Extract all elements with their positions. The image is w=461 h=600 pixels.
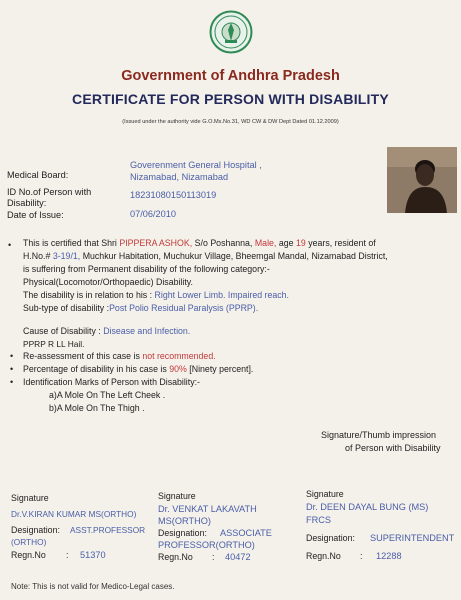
house-number: 3-19/1, — [52, 251, 81, 261]
issued-note: (Issued under the authority vide G.O.Ms.No.31, WD CW & DW Dept Dated 01.12.2009) — [122, 119, 339, 125]
bullet-marker: • — [10, 377, 14, 387]
identification-mark-a: a)A Mole On The Left Cheek . — [49, 390, 166, 400]
percentage-value: 90% — [169, 364, 187, 374]
signatory-name: Dr.V.KIRAN KUMAR MS(ORTHO) — [11, 509, 137, 519]
regn-label: Regn.No — [158, 552, 193, 562]
signatory-qualification: MS(ORTHO) — [158, 516, 211, 526]
thumb-impression-line2: of Person with Disability — [345, 443, 441, 453]
cause-line: Cause of Disability : Disease and Infection. — [23, 326, 191, 336]
bullet-marker: • — [10, 364, 14, 374]
identification-marks-label: Identification Marks of Person with Disability:- — [23, 377, 200, 387]
date-label: Date of Issue: — [7, 210, 64, 220]
relation-line: The disability is in relation to his : Right Lower Limb. Impaired reach. — [23, 290, 290, 300]
designation-value: ASST.PROFESSOR — [70, 525, 146, 535]
cause-detail: PPRP R LL Hail. — [23, 339, 85, 349]
regn-separator: : — [66, 550, 69, 560]
date-value: 07/06/2010 — [130, 209, 176, 219]
subtype-line: Sub-type of disability :Post Polio Residual Paralysis (PPRP). — [23, 303, 259, 313]
cause-value: Disease and Infection. — [103, 326, 191, 336]
regn-separator: : — [212, 552, 215, 562]
designation-value: SUPERINTENDENT — [370, 533, 455, 543]
statement-line2: H.No.# 3-19/1, Muchkur Habitation, Muchukur Village, Bheemgal Mandal, Nizamabad District, — [23, 251, 388, 261]
reassessment-line: Re-assessment of this case is not recommended. — [23, 351, 216, 361]
footer-note: Note: This is not valid for Medico-Legal cases. — [11, 582, 175, 591]
village: Muchukur — [163, 251, 203, 261]
designation-value-line2: PROFESSOR(ORTHO) — [158, 540, 255, 550]
signature-label: Signature — [158, 491, 196, 501]
regn-number: 51370 — [80, 550, 106, 560]
person-name: PIPPERA ASHOK, — [119, 238, 193, 248]
statement-line1: This is certified that Shri PIPPERA ASHOK, S/o Poshanna, Male, age 19 years, resident of — [23, 238, 376, 248]
org-title: Government of Andhra Pradesh — [121, 68, 340, 84]
id-value: 18231080150113019 — [130, 190, 217, 200]
statement-line3: is suffering from Permanent disability of the following category:- — [23, 264, 270, 274]
disability-type: Permanent — [87, 264, 131, 274]
thumb-impression-line1: Signature/Thumb impression — [321, 430, 437, 440]
age: 19 — [295, 238, 306, 248]
signature-label: Signature — [306, 489, 344, 499]
bullet-marker: • — [8, 240, 12, 250]
id-label-line1: ID No.of Person with — [7, 187, 92, 197]
disability-category: Physical(Locomotor/Orthopaedic) Disability. — [23, 277, 193, 287]
signatory-qualification: FRCS — [306, 515, 332, 525]
district: Nizamabad — [311, 251, 356, 261]
designation-label: Designation: — [11, 525, 60, 535]
designation-label: Designation: — [158, 528, 207, 538]
medical-board-label: Medical Board: — [7, 170, 69, 180]
designation-label: Designation: — [306, 533, 355, 543]
habitation: Muchkur — [82, 251, 117, 261]
signatory-name: Dr. VENKAT LAKAVATH — [158, 504, 257, 514]
bullet-marker: • — [10, 351, 14, 361]
relation-value: Right Lower Limb. Impaired reach. — [154, 290, 290, 300]
father-name: Poshanna, — [210, 238, 253, 248]
percentage-line: Percentage of disability in his case is 90% [Ninety percent]. — [23, 364, 254, 374]
signature-label: Signature — [11, 493, 49, 503]
signatory-name: Dr. DEEN DAYAL BUNG (MS) — [306, 502, 429, 512]
regn-separator: : — [360, 551, 363, 561]
medical-board-line2: Nizamabad, Nizamabad — [130, 172, 229, 182]
designation-value-line2: (ORTHO) — [11, 537, 47, 547]
regn-label: Regn.No — [11, 550, 46, 560]
state-emblem-icon — [209, 10, 253, 54]
regn-label: Regn.No — [306, 551, 341, 561]
regn-number: 40472 — [225, 552, 251, 562]
gender: Male, — [254, 238, 277, 248]
identification-mark-b: b)A Mole On The Thigh . — [49, 403, 145, 413]
designation-value: ASSOCIATE — [220, 528, 272, 538]
id-label-line2: Disability: — [7, 198, 47, 208]
certificate-title: CERTIFICATE FOR PERSON WITH DISABILITY — [72, 91, 389, 107]
reassessment-value: not recommended. — [142, 351, 216, 361]
person-photo — [387, 147, 457, 213]
regn-number: 12288 — [376, 551, 402, 561]
medical-board-line1: Goverenment General Hospital , — [130, 160, 262, 170]
mandal: Bheemgal — [235, 251, 276, 261]
subtype-value: Post Polio Residual Paralysis (PPRP). — [109, 303, 259, 313]
percentage-words: [Ninety percent]. — [189, 364, 254, 374]
